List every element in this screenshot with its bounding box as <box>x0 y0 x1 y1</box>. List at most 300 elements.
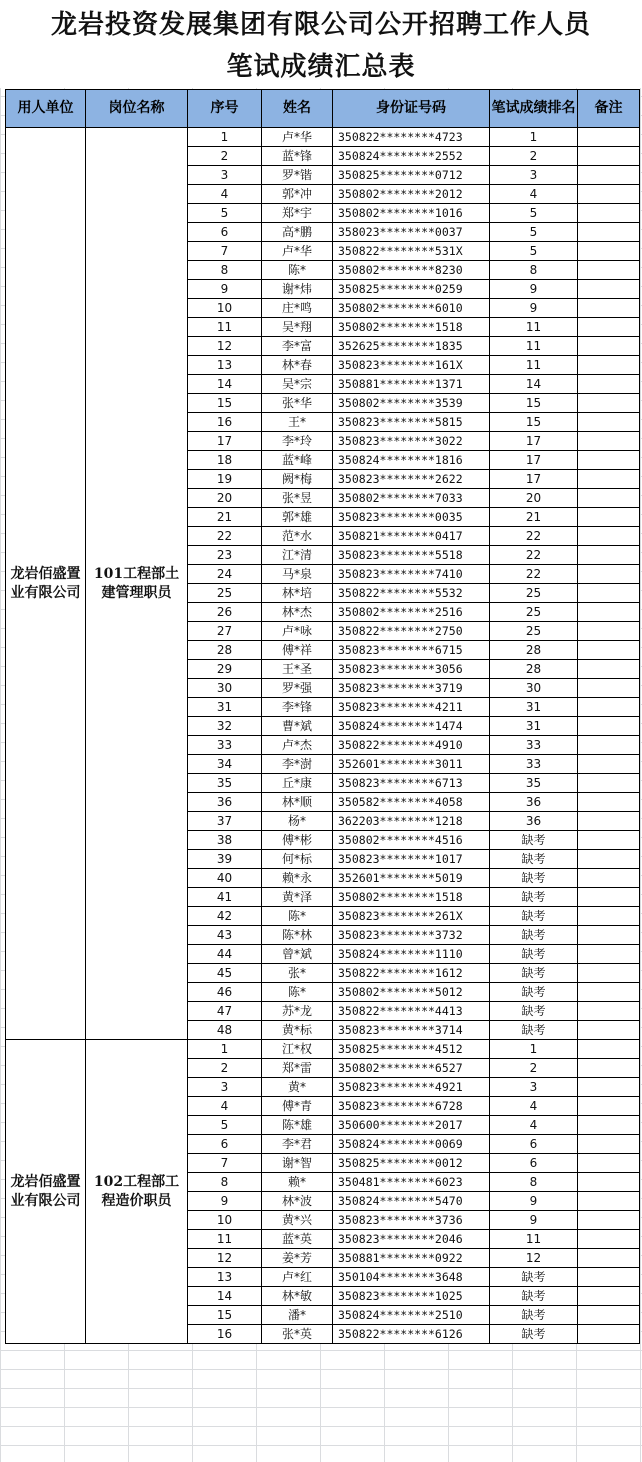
seq-cell: 32 <box>188 717 262 736</box>
name-cell: 赖* <box>262 1173 333 1192</box>
name-cell: 陈* <box>262 907 333 926</box>
name-cell: 张*昱 <box>262 489 333 508</box>
remark-cell <box>578 1173 640 1192</box>
id-cell: 350823********1025 <box>333 1287 490 1306</box>
name-cell: 马*泉 <box>262 565 333 584</box>
id-cell: 350823********261X <box>333 907 490 926</box>
seq-cell: 22 <box>188 527 262 546</box>
seq-cell: 9 <box>188 1192 262 1211</box>
header-id: 身份证号码 <box>333 90 490 128</box>
seq-cell: 16 <box>188 1325 262 1344</box>
name-cell: 郑*雷 <box>262 1059 333 1078</box>
seq-cell: 14 <box>188 375 262 394</box>
name-cell: 江*权 <box>262 1040 333 1059</box>
id-cell: 350823********6713 <box>333 774 490 793</box>
seq-cell: 30 <box>188 679 262 698</box>
seq-cell: 28 <box>188 641 262 660</box>
header-rank: 笔试成绩排名 <box>490 90 578 128</box>
rank-cell: 5 <box>490 204 578 223</box>
rank-cell: 缺考 <box>490 869 578 888</box>
id-cell: 350824********1816 <box>333 451 490 470</box>
remark-cell <box>578 432 640 451</box>
seq-cell: 23 <box>188 546 262 565</box>
id-cell: 350823********4921 <box>333 1078 490 1097</box>
id-cell: 350823********6728 <box>333 1097 490 1116</box>
remark-cell <box>578 793 640 812</box>
rank-cell: 35 <box>490 774 578 793</box>
rank-cell: 3 <box>490 1078 578 1097</box>
rank-cell: 缺考 <box>490 945 578 964</box>
remark-cell <box>578 584 640 603</box>
id-cell: 350802********1016 <box>333 204 490 223</box>
table-row <box>6 1040 640 1059</box>
position-cell: 101工程部土建管理职员 <box>86 128 188 1040</box>
name-cell: 郑*宇 <box>262 204 333 223</box>
name-cell: 吴*翔 <box>262 318 333 337</box>
rank-cell: 2 <box>490 1059 578 1078</box>
name-cell: 姜*芳 <box>262 1249 333 1268</box>
name-cell: 傅*彬 <box>262 831 333 850</box>
rank-cell: 缺考 <box>490 1287 578 1306</box>
rank-cell: 8 <box>490 261 578 280</box>
id-cell: 350823********3714 <box>333 1021 490 1040</box>
name-cell: 王*圣 <box>262 660 333 679</box>
id-cell: 350822********1612 <box>333 964 490 983</box>
header-row <box>6 90 640 128</box>
rank-cell: 28 <box>490 660 578 679</box>
id-cell: 350825********0012 <box>333 1154 490 1173</box>
name-cell: 黄*兴 <box>262 1211 333 1230</box>
rank-cell: 9 <box>490 299 578 318</box>
remark-cell <box>578 166 640 185</box>
remark-cell <box>578 185 640 204</box>
seq-cell: 8 <box>188 261 262 280</box>
seq-cell: 15 <box>188 1306 262 1325</box>
seq-cell: 2 <box>188 147 262 166</box>
remark-cell <box>578 261 640 280</box>
seq-cell: 10 <box>188 299 262 318</box>
seq-cell: 11 <box>188 318 262 337</box>
rank-cell: 4 <box>490 1116 578 1135</box>
id-cell: 350822********4910 <box>333 736 490 755</box>
remark-cell <box>578 622 640 641</box>
seq-cell: 48 <box>188 1021 262 1040</box>
id-cell: 350823********2046 <box>333 1230 490 1249</box>
remark-cell <box>578 983 640 1002</box>
header-seq: 序号 <box>188 90 262 128</box>
rank-cell: 9 <box>490 1211 578 1230</box>
id-cell: 350802********6010 <box>333 299 490 318</box>
rank-cell: 缺考 <box>490 888 578 907</box>
name-cell: 陈* <box>262 261 333 280</box>
rank-cell: 缺考 <box>490 831 578 850</box>
id-cell: 350824********1110 <box>333 945 490 964</box>
header-remark: 备注 <box>578 90 640 128</box>
remark-cell <box>578 755 640 774</box>
id-cell: 350824********2552 <box>333 147 490 166</box>
position-cell: 102工程部工程造价职员 <box>86 1040 188 1344</box>
seq-cell: 25 <box>188 584 262 603</box>
name-cell: 蓝*英 <box>262 1230 333 1249</box>
seq-cell: 33 <box>188 736 262 755</box>
remark-cell <box>578 945 640 964</box>
rank-cell: 9 <box>490 1192 578 1211</box>
seq-cell: 10 <box>188 1211 262 1230</box>
remark-cell <box>578 850 640 869</box>
seq-cell: 5 <box>188 1116 262 1135</box>
name-cell: 罗*锴 <box>262 166 333 185</box>
name-cell: 曹*斌 <box>262 717 333 736</box>
id-cell: 350822********531X <box>333 242 490 261</box>
name-cell: 曾*斌 <box>262 945 333 964</box>
name-cell: 庄*鸣 <box>262 299 333 318</box>
id-cell: 352601********3011 <box>333 755 490 774</box>
seq-cell: 43 <box>188 926 262 945</box>
rank-cell: 20 <box>490 489 578 508</box>
remark-cell <box>578 489 640 508</box>
name-cell: 高*鹏 <box>262 223 333 242</box>
id-cell: 350881********1371 <box>333 375 490 394</box>
name-cell: 郭*雄 <box>262 508 333 527</box>
id-cell: 350802********8230 <box>333 261 490 280</box>
table-body <box>6 128 640 1344</box>
id-cell: 350825********4512 <box>333 1040 490 1059</box>
rank-cell: 17 <box>490 451 578 470</box>
remark-cell <box>578 907 640 926</box>
rank-cell: 9 <box>490 280 578 299</box>
remark-cell <box>578 964 640 983</box>
rank-cell: 33 <box>490 755 578 774</box>
title-block <box>0 0 642 88</box>
name-cell: 何*标 <box>262 850 333 869</box>
remark-cell <box>578 1325 640 1344</box>
rank-cell: 缺考 <box>490 1021 578 1040</box>
id-cell: 350822********6126 <box>333 1325 490 1344</box>
id-cell: 350823********3732 <box>333 926 490 945</box>
rank-cell: 1 <box>490 1040 578 1059</box>
rank-cell: 28 <box>490 641 578 660</box>
id-cell: 350823********3022 <box>333 432 490 451</box>
seq-cell: 42 <box>188 907 262 926</box>
rank-cell: 5 <box>490 223 578 242</box>
remark-cell <box>578 717 640 736</box>
remark-cell <box>578 1306 640 1325</box>
name-cell: 张*华 <box>262 394 333 413</box>
id-cell: 350823********5518 <box>333 546 490 565</box>
id-cell: 350481********6023 <box>333 1173 490 1192</box>
seq-cell: 35 <box>188 774 262 793</box>
id-cell: 350823********7410 <box>333 565 490 584</box>
remark-cell <box>578 565 640 584</box>
remark-cell <box>578 508 640 527</box>
seq-cell: 4 <box>188 1097 262 1116</box>
rank-cell: 25 <box>490 603 578 622</box>
seq-cell: 7 <box>188 242 262 261</box>
seq-cell: 21 <box>188 508 262 527</box>
id-cell: 352625********1835 <box>333 337 490 356</box>
name-cell: 阙*梅 <box>262 470 333 489</box>
seq-cell: 14 <box>188 1287 262 1306</box>
rank-cell: 缺考 <box>490 964 578 983</box>
seq-cell: 29 <box>188 660 262 679</box>
remark-cell <box>578 527 640 546</box>
name-cell: 傅*青 <box>262 1097 333 1116</box>
id-cell: 350802********2516 <box>333 603 490 622</box>
seq-cell: 45 <box>188 964 262 983</box>
rank-cell: 33 <box>490 736 578 755</box>
remark-cell <box>578 888 640 907</box>
seq-cell: 5 <box>188 204 262 223</box>
remark-cell <box>578 337 640 356</box>
seq-cell: 16 <box>188 413 262 432</box>
seq-cell: 3 <box>188 166 262 185</box>
rank-cell: 缺考 <box>490 850 578 869</box>
seq-cell: 40 <box>188 869 262 888</box>
name-cell: 赖*永 <box>262 869 333 888</box>
rank-cell: 2 <box>490 147 578 166</box>
remark-cell <box>578 869 640 888</box>
rank-cell: 11 <box>490 318 578 337</box>
remark-cell <box>578 1097 640 1116</box>
name-cell: 林*杰 <box>262 603 333 622</box>
name-cell: 杨* <box>262 812 333 831</box>
id-cell: 350802********7033 <box>333 489 490 508</box>
id-cell: 350823********5815 <box>333 413 490 432</box>
seq-cell: 1 <box>188 1040 262 1059</box>
remark-cell <box>578 147 640 166</box>
id-cell: 350823********3056 <box>333 660 490 679</box>
name-cell: 傅*祥 <box>262 641 333 660</box>
seq-cell: 36 <box>188 793 262 812</box>
rank-cell: 36 <box>490 812 578 831</box>
seq-cell: 1 <box>188 128 262 147</box>
id-cell: 350825********0259 <box>333 280 490 299</box>
seq-cell: 38 <box>188 831 262 850</box>
remark-cell <box>578 1021 640 1040</box>
remark-cell <box>578 223 640 242</box>
rank-cell: 11 <box>490 356 578 375</box>
id-cell: 352601********5019 <box>333 869 490 888</box>
rank-cell: 6 <box>490 1154 578 1173</box>
name-cell: 林*敏 <box>262 1287 333 1306</box>
score-table <box>5 89 640 1344</box>
name-cell: 张*英 <box>262 1325 333 1344</box>
id-cell: 350823********6715 <box>333 641 490 660</box>
seq-cell: 17 <box>188 432 262 451</box>
name-cell: 王* <box>262 413 333 432</box>
rank-cell: 8 <box>490 1173 578 1192</box>
remark-cell <box>578 736 640 755</box>
name-cell: 林*波 <box>262 1192 333 1211</box>
id-cell: 350802********1518 <box>333 888 490 907</box>
seq-cell: 15 <box>188 394 262 413</box>
id-cell: 350582********4058 <box>333 793 490 812</box>
rank-cell: 31 <box>490 698 578 717</box>
seq-cell: 19 <box>188 470 262 489</box>
rank-cell: 30 <box>490 679 578 698</box>
remark-cell <box>578 774 640 793</box>
seq-cell: 9 <box>188 280 262 299</box>
remark-cell <box>578 926 640 945</box>
id-cell: 350823********3719 <box>333 679 490 698</box>
seq-cell: 26 <box>188 603 262 622</box>
rank-cell: 3 <box>490 166 578 185</box>
id-cell: 350600********2017 <box>333 1116 490 1135</box>
rank-cell: 22 <box>490 565 578 584</box>
remark-cell <box>578 1154 640 1173</box>
id-cell: 350824********2510 <box>333 1306 490 1325</box>
remark-cell <box>578 356 640 375</box>
remark-cell <box>578 1116 640 1135</box>
rank-cell: 1 <box>490 128 578 147</box>
seq-cell: 11 <box>188 1230 262 1249</box>
remark-cell <box>578 1002 640 1021</box>
rank-cell: 11 <box>490 337 578 356</box>
name-cell: 陈* <box>262 983 333 1002</box>
rank-cell: 15 <box>490 394 578 413</box>
id-cell: 350802********2012 <box>333 185 490 204</box>
remark-cell <box>578 318 640 337</box>
id-cell: 350825********0712 <box>333 166 490 185</box>
remark-cell <box>578 280 640 299</box>
name-cell: 林*春 <box>262 356 333 375</box>
name-cell: 江*清 <box>262 546 333 565</box>
id-cell: 350823********161X <box>333 356 490 375</box>
name-cell: 蓝*峰 <box>262 451 333 470</box>
id-cell: 350824********5470 <box>333 1192 490 1211</box>
name-cell: 黄*标 <box>262 1021 333 1040</box>
name-cell: 陈*雄 <box>262 1116 333 1135</box>
name-cell: 潘* <box>262 1306 333 1325</box>
rank-cell: 21 <box>490 508 578 527</box>
remark-cell <box>578 546 640 565</box>
employer-cell: 龙岩佰盛置业有限公司 <box>6 128 86 1040</box>
name-cell: 李*富 <box>262 337 333 356</box>
seq-cell: 46 <box>188 983 262 1002</box>
name-cell: 罗*强 <box>262 679 333 698</box>
id-cell: 350822********4413 <box>333 1002 490 1021</box>
seq-cell: 27 <box>188 622 262 641</box>
name-cell: 郭*冲 <box>262 185 333 204</box>
remark-cell <box>578 128 640 147</box>
name-cell: 李*君 <box>262 1135 333 1154</box>
rank-cell: 缺考 <box>490 983 578 1002</box>
seq-cell: 20 <box>188 489 262 508</box>
rank-cell: 22 <box>490 527 578 546</box>
seq-cell: 31 <box>188 698 262 717</box>
id-cell: 350802********3539 <box>333 394 490 413</box>
name-cell: 蓝*锋 <box>262 147 333 166</box>
rank-cell: 22 <box>490 546 578 565</box>
rank-cell: 17 <box>490 470 578 489</box>
id-cell: 358023********0037 <box>333 223 490 242</box>
remark-cell <box>578 242 640 261</box>
seq-cell: 4 <box>188 185 262 204</box>
name-cell: 卢*华 <box>262 242 333 261</box>
id-cell: 350802********4516 <box>333 831 490 850</box>
id-cell: 350821********0417 <box>333 527 490 546</box>
id-cell: 350802********6527 <box>333 1059 490 1078</box>
rank-cell: 6 <box>490 1135 578 1154</box>
remark-cell <box>578 603 640 622</box>
remark-cell <box>578 812 640 831</box>
id-cell: 350824********0069 <box>333 1135 490 1154</box>
name-cell: 谢*炜 <box>262 280 333 299</box>
rank-cell: 36 <box>490 793 578 812</box>
seq-cell: 2 <box>188 1059 262 1078</box>
remark-cell <box>578 413 640 432</box>
seq-cell: 47 <box>188 1002 262 1021</box>
name-cell: 卢*红 <box>262 1268 333 1287</box>
name-cell: 谢*智 <box>262 1154 333 1173</box>
seq-cell: 6 <box>188 1135 262 1154</box>
id-cell: 350823********2622 <box>333 470 490 489</box>
id-cell: 350822********4723 <box>333 128 490 147</box>
name-cell: 黄* <box>262 1078 333 1097</box>
rank-cell: 4 <box>490 185 578 204</box>
rank-cell: 缺考 <box>490 1002 578 1021</box>
name-cell: 陈*林 <box>262 926 333 945</box>
seq-cell: 18 <box>188 451 262 470</box>
name-cell: 林*培 <box>262 584 333 603</box>
seq-cell: 12 <box>188 1249 262 1268</box>
rank-cell: 缺考 <box>490 907 578 926</box>
remark-cell <box>578 1059 640 1078</box>
id-cell: 350823********4211 <box>333 698 490 717</box>
rank-cell: 25 <box>490 584 578 603</box>
seq-cell: 13 <box>188 356 262 375</box>
name-cell: 卢*咏 <box>262 622 333 641</box>
seq-cell: 3 <box>188 1078 262 1097</box>
name-cell: 范*水 <box>262 527 333 546</box>
seq-cell: 44 <box>188 945 262 964</box>
remark-cell <box>578 698 640 717</box>
name-cell: 吴*宗 <box>262 375 333 394</box>
name-cell: 李*锋 <box>262 698 333 717</box>
remark-cell <box>578 299 640 318</box>
seq-cell: 34 <box>188 755 262 774</box>
table-row <box>6 128 640 147</box>
rank-cell: 缺考 <box>490 926 578 945</box>
header-name: 姓名 <box>262 90 333 128</box>
employer-cell: 龙岩佰盛置业有限公司 <box>6 1040 86 1344</box>
id-cell: 350823********1017 <box>333 850 490 869</box>
header-unit: 用人单位 <box>6 90 86 128</box>
remark-cell <box>578 1192 640 1211</box>
id-cell: 362203********1218 <box>333 812 490 831</box>
id-cell: 350824********1474 <box>333 717 490 736</box>
name-cell: 黄*泽 <box>262 888 333 907</box>
remark-cell <box>578 831 640 850</box>
remark-cell <box>578 1040 640 1059</box>
id-cell: 350822********2750 <box>333 622 490 641</box>
remark-cell <box>578 641 640 660</box>
seq-cell: 24 <box>188 565 262 584</box>
remark-cell <box>578 1078 640 1097</box>
rank-cell: 17 <box>490 432 578 451</box>
seq-cell: 7 <box>188 1154 262 1173</box>
remark-cell <box>578 1268 640 1287</box>
remark-cell <box>578 1287 640 1306</box>
remark-cell <box>578 1230 640 1249</box>
id-cell: 350881********0922 <box>333 1249 490 1268</box>
rank-cell: 31 <box>490 717 578 736</box>
header-position: 岗位名称 <box>86 90 188 128</box>
rank-cell: 缺考 <box>490 1325 578 1344</box>
id-cell: 350823********3736 <box>333 1211 490 1230</box>
seq-cell: 13 <box>188 1268 262 1287</box>
rank-cell: 14 <box>490 375 578 394</box>
